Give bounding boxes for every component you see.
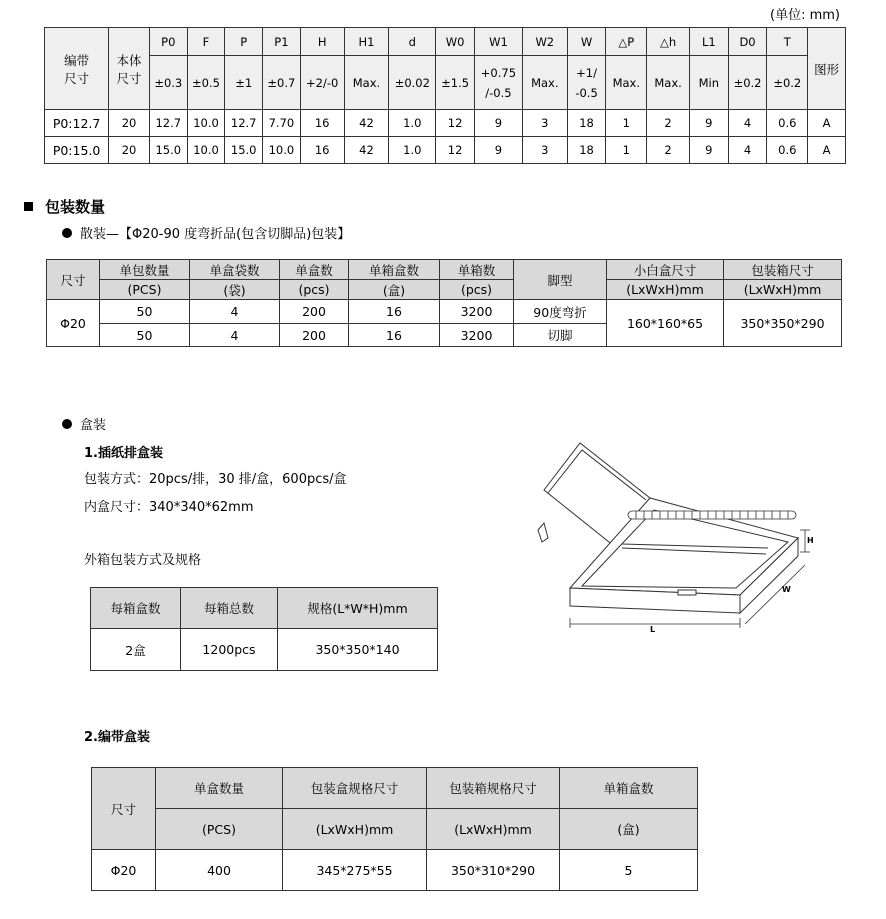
cell: P0:12.7 [45,110,109,137]
cell: 1200pcs [181,629,278,671]
col-header: T [767,28,808,56]
cell: 350*350*140 [278,629,438,671]
insert-method: 包装方式：20pcs/排，30 排/盒，600pcs/盒 [84,472,347,487]
bulk-label-text: 散装—【Φ20-90 度弯折品(包含切脚品)包装】 [80,227,351,242]
table-row [45,137,846,164]
col-unit: (袋) [190,280,280,300]
cell: 0.6 [767,137,808,164]
col-tolerance: +2/-0 [300,56,344,110]
cell: 3200 [440,324,514,347]
cell: 10.0 [187,110,225,137]
col-header: d [389,28,436,56]
cell: 4 [728,110,767,137]
col-header: 规格(L*W*H)mm [278,588,438,629]
col-tolerance: +1/ -0.5 [567,56,606,110]
col-header: P1 [263,28,301,56]
col-header: △P [606,28,647,56]
col-header: W1 [474,28,522,56]
col-header: 包装盒规格尺寸 [283,768,427,809]
unit-note: (单位: mm) [770,8,840,23]
col-unit: (LxWxH)mm [724,280,842,300]
component-row [628,511,796,519]
header-foot-type: 脚型 [514,260,607,300]
col-header: F [187,28,225,56]
cell: 0.6 [767,110,808,137]
cell: 18 [567,110,606,137]
col-header: △h [647,28,690,56]
cell: 10.0 [263,137,301,164]
cell: 1.0 [389,110,436,137]
tape-spec-table [44,27,846,164]
col-tolerance: ±0.02 [389,56,436,110]
box-diagram [530,438,830,638]
bulk-packing-table [46,259,842,347]
cell: 15.0 [225,137,263,164]
square-bullet-icon [24,202,33,211]
cell: 16 [349,300,440,324]
col-header: H1 [344,28,389,56]
box-slot [678,590,696,595]
header-body-size: 本体 尺寸 [109,28,150,110]
header-shape: 图形 [808,28,846,110]
cell: 9 [474,110,522,137]
col-header: L1 [689,28,728,56]
cell: 4 [190,300,280,324]
cell: 50 [100,324,190,347]
col-unit: (PCS) [100,280,190,300]
cell: 3200 [440,300,514,324]
col-header: 单盒数量 [156,768,283,809]
cell: 42 [344,137,389,164]
cell: 350*310*290 [427,850,560,891]
cell: 1.0 [389,137,436,164]
packing-section-title [24,196,105,217]
cell: 12.7 [225,110,263,137]
cell: Φ20 [92,850,156,891]
cell-carton-size: 350*350*290 [724,300,842,347]
col-unit: (PCS) [156,809,283,850]
col-tolerance: Max. [606,56,647,110]
cell: 12 [436,110,475,137]
dim-l-label: L [650,625,656,634]
cell: 90度弯折 [514,300,607,324]
header-tape-size: 编带 尺寸 [45,28,109,110]
col-tolerance: ±1 [225,56,263,110]
cell-size: Φ20 [47,300,100,347]
col-unit: (盒) [560,809,698,850]
col-header: 每箱盒数 [91,588,181,629]
dim-w-label: W [782,585,791,594]
col-header: 单包数量 [100,260,190,280]
col-header: D0 [728,28,767,56]
cell: 4 [728,137,767,164]
col-header: 包装箱尺寸 [724,260,842,280]
cell: 200 [280,324,349,347]
col-tolerance: ±0.3 [149,56,187,110]
col-tolerance: ±0.5 [187,56,225,110]
col-header: 单箱盒数 [349,260,440,280]
cell: 200 [280,300,349,324]
boxed-label [62,414,106,433]
cell-box-size: 160*160*65 [607,300,724,347]
cell: 2 [647,110,690,137]
table-row [45,110,846,137]
cell: 20 [109,137,150,164]
cell: 9 [689,110,728,137]
cell: 16 [300,137,344,164]
cell: 1 [606,137,647,164]
col-tolerance: Min [689,56,728,110]
col-unit: (LxWxH)mm [607,280,724,300]
cell: 12 [436,137,475,164]
cell: 20 [109,110,150,137]
header-size: 尺寸 [47,260,100,300]
cell: 5 [560,850,698,891]
col-header: W0 [436,28,475,56]
col-header: P [225,28,263,56]
col-tolerance: ±1.5 [436,56,475,110]
cell: 15.0 [149,137,187,164]
dot-bullet-icon [62,419,72,429]
tape-box-title: 2.编带盒装 [84,730,150,745]
cell: 2 [647,137,690,164]
cell: 16 [300,110,344,137]
col-unit: (LxWxH)mm [283,809,427,850]
boxed-label-text: 盒装 [80,418,107,433]
col-tolerance: Max. [647,56,690,110]
col-tolerance: ±0.2 [728,56,767,110]
col-unit: (LxWxH)mm [427,809,560,850]
cell: 10.0 [187,137,225,164]
cell: 9 [474,137,522,164]
col-header: 单盒数 [280,260,349,280]
cell: 42 [344,110,389,137]
cell: 18 [567,137,606,164]
table-row [47,300,842,324]
inner-box-size: 内盒尺寸：340*340*62mm [84,500,254,515]
col-header: 包装箱规格尺寸 [427,768,560,809]
col-header: W2 [522,28,567,56]
col-tolerance: Max. [522,56,567,110]
col-unit: (pcs) [440,280,514,300]
cell: 16 [349,324,440,347]
tape-box-table [91,767,698,891]
lid-tab [538,523,548,542]
cell: 3 [522,137,567,164]
col-tolerance: ±0.2 [767,56,808,110]
col-header: H [300,28,344,56]
cell: 4 [190,324,280,347]
table-row [91,629,438,671]
packing-title-text: 包装数量 [45,198,106,216]
col-header: 小白盒尺寸 [607,260,724,280]
outer-carton-table [90,587,438,671]
col-header: 每箱总数 [181,588,278,629]
cell: 2盒 [91,629,181,671]
col-header: P0 [149,28,187,56]
outer-carton-label: 外箱包装方式及规格 [84,553,202,568]
header-size: 尺寸 [92,768,156,850]
col-tolerance: Max. [344,56,389,110]
col-tolerance: +0.75 /-0.5 [474,56,522,110]
dot-bullet-icon [62,228,72,238]
cell: P0:15.0 [45,137,109,164]
cell: A [808,137,846,164]
col-header: 单箱盒数 [560,768,698,809]
cell: 1 [606,110,647,137]
col-tolerance: ±0.7 [263,56,301,110]
cell: 7.70 [263,110,301,137]
bulk-label [62,223,350,242]
cell: 400 [156,850,283,891]
col-header: 单箱数 [440,260,514,280]
col-header: W [567,28,606,56]
dim-h-label: H [807,536,814,545]
col-header: 单盒袋数 [190,260,280,280]
table-row [92,850,698,891]
insert-box-title: 1.插纸排盒装 [84,446,163,461]
cell: 9 [689,137,728,164]
cell: 12.7 [149,110,187,137]
cell: A [808,110,846,137]
cell: 50 [100,300,190,324]
cell: 3 [522,110,567,137]
col-unit: (盒) [349,280,440,300]
cell: 切脚 [514,324,607,347]
cell: 345*275*55 [283,850,427,891]
col-unit: (pcs) [280,280,349,300]
